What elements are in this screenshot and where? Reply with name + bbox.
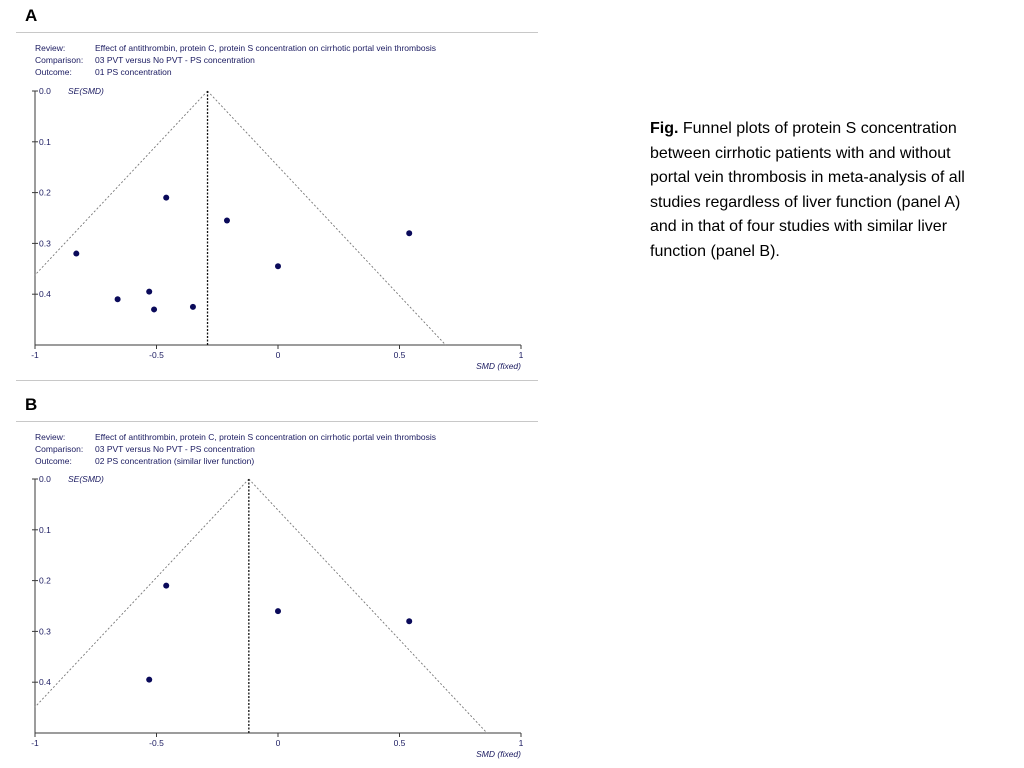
x-tick-label: -1 bbox=[31, 350, 39, 360]
study-point bbox=[163, 583, 169, 589]
y-tick-label: 0.1 bbox=[39, 524, 51, 535]
x-tick-label: 1 bbox=[518, 350, 524, 360]
caption-text: Funnel plots of protein S concentration between cirrhotic patients with and without portal vein thrombosis in meta-analysis of all studies regardless of liver function (panel A) and in that of four studies with similar liver function (panel B). bbox=[650, 120, 965, 260]
x-tick-label: -0.5 bbox=[149, 350, 164, 360]
study-point bbox=[115, 296, 121, 302]
meta-label: Review: bbox=[35, 43, 66, 53]
y-tick-label: 0.3 bbox=[39, 238, 51, 249]
study-point bbox=[146, 677, 152, 683]
meta-value: Effect of antithrombin, protein C, protein S concentration on cirrhotic portal vein thrombosis bbox=[95, 43, 436, 53]
y-tick-label: 0.3 bbox=[39, 626, 51, 637]
study-point bbox=[275, 263, 281, 269]
y-tick-label: 0.2 bbox=[39, 187, 51, 198]
study-point bbox=[406, 618, 412, 624]
funnel-plot-a bbox=[0, 80, 538, 380]
y-tick-label: 0.0 bbox=[39, 86, 51, 96]
meta-value: Effect of antithrombin, protein C, protein S concentration on cirrhotic portal vein thrombosis bbox=[95, 432, 436, 442]
study-point bbox=[224, 218, 230, 224]
x-axis-label: SMD (fixed) bbox=[476, 361, 521, 371]
y-axis-label: SE(SMD) bbox=[68, 86, 104, 96]
meta-label: Outcome: bbox=[35, 67, 72, 77]
y-tick-label: 0.0 bbox=[39, 474, 51, 484]
x-tick-label: 0.5 bbox=[393, 350, 406, 360]
panel-b-top-rule bbox=[16, 421, 538, 422]
meta-label: Comparison: bbox=[35, 444, 84, 454]
x-tick-label: 1 bbox=[518, 738, 524, 748]
panel-a-top-rule bbox=[16, 32, 538, 33]
x-tick-label: 0 bbox=[275, 350, 281, 360]
y-axis-label: SE(SMD) bbox=[68, 474, 104, 484]
panel-a-meta bbox=[35, 42, 535, 78]
funnel-right-line bbox=[249, 479, 487, 733]
study-point bbox=[275, 608, 281, 614]
funnel-left-line bbox=[35, 91, 208, 275]
study-point bbox=[406, 230, 412, 236]
meta-value: 03 PVT versus No PVT - PS concentration bbox=[95, 55, 255, 65]
panel-a-bottom-rule bbox=[16, 380, 538, 381]
y-tick-label: 0.1 bbox=[39, 136, 51, 147]
y-tick-label: 0.4 bbox=[39, 289, 51, 300]
study-point bbox=[151, 306, 157, 312]
meta-label: Comparison: bbox=[35, 55, 84, 65]
funnel-plot-b bbox=[0, 468, 538, 768]
study-point bbox=[190, 304, 196, 310]
panel-b-letter: B bbox=[25, 395, 38, 414]
funnel-right-line bbox=[208, 91, 446, 345]
panel-b-meta bbox=[35, 431, 535, 467]
x-tick-label: -1 bbox=[31, 738, 39, 748]
meta-label: Outcome: bbox=[35, 456, 72, 466]
y-tick-label: 0.2 bbox=[39, 575, 51, 586]
meta-label: Review: bbox=[35, 432, 66, 442]
meta-value: 01 PS concentration bbox=[95, 67, 172, 77]
study-point bbox=[146, 289, 152, 295]
meta-value: 02 PS concentration (similar liver function) bbox=[95, 456, 255, 466]
caption-label: Fig. bbox=[650, 120, 679, 137]
funnel-left-line bbox=[35, 479, 249, 707]
x-tick-label: -0.5 bbox=[149, 738, 164, 748]
study-point bbox=[73, 251, 79, 257]
figure-caption bbox=[650, 117, 990, 264]
x-tick-label: 0 bbox=[275, 738, 281, 748]
y-tick-label: 0.4 bbox=[39, 677, 51, 688]
panel-a-letter: A bbox=[25, 6, 38, 25]
x-axis-label: SMD (fixed) bbox=[476, 749, 521, 759]
meta-value: 03 PVT versus No PVT - PS concentration bbox=[95, 444, 255, 454]
x-tick-label: 0.5 bbox=[393, 738, 406, 748]
study-point bbox=[163, 195, 169, 201]
